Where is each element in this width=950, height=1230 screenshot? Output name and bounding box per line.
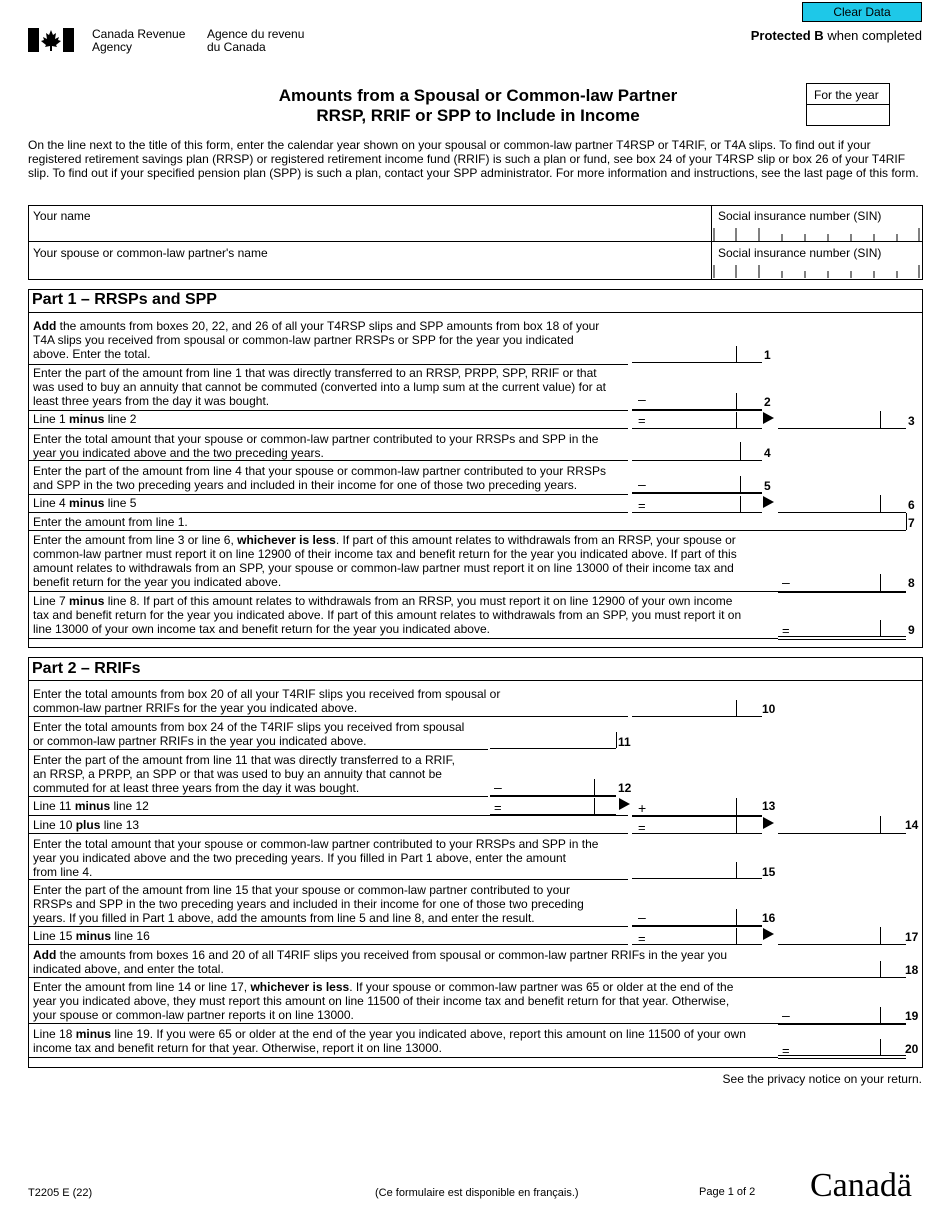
line17-subtotal-underline bbox=[632, 944, 762, 945]
line2-text bbox=[33, 366, 633, 408]
line19-input[interactable] bbox=[795, 1007, 905, 1023]
line6-text-b: line 5 bbox=[104, 496, 137, 510]
agency-fr-line2: du Canada bbox=[207, 40, 266, 54]
line17-text-b: line 16 bbox=[111, 929, 150, 943]
line13-subtotal-cents bbox=[594, 798, 595, 814]
line3-number: 3 bbox=[908, 414, 915, 428]
intro-text: On the line next to the title of this form, enter the calendar year shown on your spousal or common-law partner T4RSP or T4RIF, or T4A slips. To find out if your registered retirement savings plan (RRSP) or registered retirement income fund (RRIF) is such a plan or fund, see box 24 of your T4RSP slip or box 26 of your T4RIF slip. To find out if your specified pension plan (SPP) is such a plan, contact your SPP administrator. For more information and instructions, see the last page of this form. bbox=[28, 138, 919, 180]
form-title-line1: Amounts from a Spousal or Common-law Partner bbox=[278, 86, 678, 105]
line8-text-a1: Enter the amount from line 3 or line 6, bbox=[33, 533, 238, 547]
line11-text bbox=[33, 720, 493, 748]
line13-text-a: Line 11 bbox=[33, 799, 75, 813]
your-name-label: Your name bbox=[33, 209, 91, 223]
line2-underline bbox=[632, 409, 762, 411]
line2-minus: – bbox=[638, 391, 646, 407]
year-input[interactable] bbox=[807, 105, 887, 123]
line13-equals: = bbox=[494, 800, 502, 815]
line2-text-b: was used to buy an annuity that cannot be commuted (converted into a lump sum at the current value) for at bbox=[33, 380, 606, 394]
line6-arrow-icon bbox=[763, 496, 774, 508]
part1-title-rule bbox=[28, 312, 923, 313]
line12-minus: – bbox=[494, 779, 502, 795]
line12-text bbox=[33, 753, 493, 795]
line20-input[interactable] bbox=[795, 1039, 905, 1055]
line18-underline bbox=[778, 977, 906, 978]
line14-text-a: Line 10 bbox=[33, 818, 76, 832]
line20-text bbox=[33, 1027, 783, 1055]
line17-bold: minus bbox=[75, 929, 112, 943]
line9-rule bbox=[28, 638, 778, 639]
line11-rule bbox=[28, 749, 488, 750]
line7-cents bbox=[906, 513, 907, 530]
line13-arrow-icon bbox=[619, 798, 630, 810]
line5-rule bbox=[28, 494, 628, 495]
line9-cents bbox=[880, 620, 881, 636]
line17-underline bbox=[778, 944, 906, 945]
line14-bold: plus bbox=[75, 818, 101, 832]
line17-equals: = bbox=[638, 931, 646, 946]
line5-text bbox=[33, 464, 653, 492]
line7-underline bbox=[778, 530, 906, 531]
line14-subtotal-underline bbox=[632, 833, 762, 834]
line1-number: 1 bbox=[764, 348, 771, 362]
line20-text-a1: Line 18 bbox=[33, 1027, 76, 1041]
line7-text: Enter the amount from line 1. bbox=[33, 515, 188, 529]
line19-text-b: year you indicated above, they must report this amount on line 11500 of their income tax and benefit return for that year. Otherwise, bbox=[33, 994, 730, 1008]
line12-text-c: commuted for at least three years from the day it was bought. bbox=[33, 781, 360, 795]
line1-cents bbox=[736, 346, 737, 362]
line6-subtotal-cents bbox=[740, 496, 741, 512]
line9-text-a1: Line 7 bbox=[33, 594, 70, 608]
clear-data-button[interactable]: Clear Data bbox=[802, 2, 922, 22]
line10-text bbox=[33, 687, 633, 715]
line19-cents bbox=[880, 1007, 881, 1023]
for-the-year-label: For the year bbox=[814, 88, 879, 102]
line4-rule bbox=[28, 460, 628, 461]
line9-text-b: tax and benefit return for the year you indicated above. If part of this amount relates to withdrawals from an SPP, you must report it on bbox=[33, 608, 742, 622]
line1-input[interactable] bbox=[632, 346, 760, 362]
line16-text-b: RRSPs and SPP in the two preceding years and included in their income for one of those two preceding bbox=[33, 897, 584, 911]
spouse-name-label: Your spouse or common-law partner's name bbox=[33, 246, 268, 260]
line13-underline bbox=[632, 815, 762, 817]
line13-number: 13 bbox=[762, 799, 776, 813]
line9-text bbox=[33, 594, 783, 636]
line14-equals: = bbox=[638, 820, 646, 835]
line8-cents bbox=[880, 574, 881, 591]
line12-underline bbox=[490, 795, 616, 797]
agency-en-line2: Agency bbox=[92, 40, 133, 54]
line15-number: 15 bbox=[762, 865, 776, 879]
line9-number: 9 bbox=[908, 623, 915, 637]
line5-underline bbox=[632, 492, 762, 494]
line18-rule bbox=[28, 977, 778, 978]
line4-underline bbox=[632, 460, 762, 461]
line19-number: 19 bbox=[905, 1009, 919, 1023]
part2-title: Part 2 – RRIFs bbox=[32, 660, 141, 677]
line1-text-c: above. Enter the total. bbox=[33, 347, 151, 361]
line3-subtotal-cents bbox=[736, 412, 737, 428]
line19-bold: whichever is less bbox=[250, 980, 350, 994]
line7-input[interactable] bbox=[778, 513, 906, 529]
line7-number: 7 bbox=[908, 516, 915, 530]
line10-underline bbox=[632, 716, 762, 717]
line3-bold: minus bbox=[69, 412, 105, 426]
line1-rule bbox=[28, 364, 628, 365]
line9-text-c: line 13000 of your own income tax and benefit return for the year you indicated above. bbox=[33, 622, 490, 636]
line4-number: 4 bbox=[764, 446, 771, 460]
line1-text-a: the amounts from boxes 20, 22, and 26 of all your T4RSP slips and SPP amounts from box 18 of your bbox=[56, 319, 600, 333]
line17-text bbox=[33, 929, 150, 943]
line5-text-b: and SPP in the two preceding years and included in their income for one of those two preceding years. bbox=[33, 478, 578, 492]
line18-number: 18 bbox=[905, 963, 919, 977]
line6-input[interactable] bbox=[778, 495, 906, 511]
line11-text-a: Enter the total amounts from box 24 of the T4RIF slips you received from spousal bbox=[33, 720, 465, 734]
line5-input[interactable] bbox=[650, 476, 760, 492]
line12-rule bbox=[28, 796, 488, 797]
line8-number: 8 bbox=[908, 576, 915, 590]
your-name-input[interactable] bbox=[32, 224, 707, 240]
line20-text-b: income tax and benefit return for that year. Otherwise, report it on line 13000. bbox=[33, 1041, 442, 1055]
line18-text-a: the amounts from boxes 16 and 20 of all T4RIF slips you received from spousal or common-law partner RRIFs in the year you bbox=[56, 948, 728, 962]
line16-rule bbox=[28, 926, 628, 927]
line20-underline bbox=[778, 1055, 906, 1059]
line2-number: 2 bbox=[764, 395, 771, 409]
protected-b-bold: Protected B bbox=[750, 28, 824, 43]
line15-rule bbox=[28, 879, 628, 880]
line2-input[interactable] bbox=[650, 393, 760, 409]
line11-underline bbox=[490, 748, 616, 749]
line19-text-a2: . If your spouse or common-law partner was 65 or older at the end of the bbox=[349, 980, 734, 994]
line15-text-b: year you indicated above and the two preceding years. If you filled in Part 1 above, enter the amount bbox=[33, 851, 566, 865]
line6-number: 6 bbox=[908, 498, 915, 512]
line4-text-a: Enter the total amount that your spouse or common-law partner contributed to your RRSPs and SPP in the bbox=[33, 432, 599, 446]
privacy-notice: See the privacy notice on your return. bbox=[722, 1072, 922, 1086]
line20-bold: minus bbox=[75, 1027, 112, 1041]
line10-cents bbox=[736, 700, 737, 716]
line8-rule bbox=[28, 591, 778, 592]
line19-rule bbox=[28, 1023, 778, 1024]
line7-rule bbox=[28, 530, 778, 531]
spouse-name-input[interactable] bbox=[32, 261, 707, 277]
line19-text bbox=[33, 980, 783, 1022]
line20-equals: = bbox=[782, 1043, 790, 1058]
line15-input[interactable] bbox=[632, 862, 760, 878]
canada-wordmark: Canadä bbox=[810, 1167, 912, 1204]
line9-input[interactable] bbox=[795, 620, 905, 636]
protected-b-rest: when completed bbox=[827, 28, 922, 43]
line15-text-a: Enter the total amount that your spouse or common-law partner contributed to your RRSPs and SPP in the bbox=[33, 837, 599, 851]
line10-text-b: common-law partner RRIFs for the year you indicated above. bbox=[33, 701, 358, 715]
line12-number: 12 bbox=[618, 781, 632, 795]
line13-cents bbox=[736, 798, 737, 815]
line1-underline bbox=[632, 362, 762, 363]
line13-bold: minus bbox=[74, 799, 111, 813]
line4-cents bbox=[740, 442, 741, 460]
line14-text bbox=[33, 818, 139, 832]
line13-input[interactable] bbox=[650, 798, 760, 814]
line2-text-a: Enter the part of the amount from line 1 that was directly transferred to an RRSP, PRPP, SPP, RRIF or that bbox=[33, 366, 597, 380]
line8-bold: whichever is less bbox=[237, 533, 336, 547]
line15-text-c: from line 4. bbox=[33, 865, 93, 879]
line14-underline bbox=[778, 833, 906, 834]
line20-number: 20 bbox=[905, 1042, 919, 1056]
your-sin-input[interactable] bbox=[712, 226, 920, 242]
line5-cents bbox=[740, 476, 741, 492]
line3-cents bbox=[880, 411, 881, 428]
line19-minus: – bbox=[782, 1007, 790, 1023]
line3-rule bbox=[28, 428, 628, 429]
line20-text-a2: line 19. If you were 65 or older at the end of the year you indicated above, report this amount on line 11500 of your own bbox=[111, 1027, 746, 1041]
line14-number: 14 bbox=[905, 818, 919, 832]
line14-cents bbox=[880, 816, 881, 833]
line12-text-a: Enter the part of the amount from line 11 that was directly transferred to a RRIF, bbox=[33, 753, 455, 767]
line6-bold: minus bbox=[69, 496, 105, 510]
spouse-sin-label: Social insurance number (SIN) bbox=[718, 246, 882, 260]
line6-text bbox=[33, 496, 136, 510]
line6-text-a: Line 4 bbox=[33, 496, 70, 510]
agency-en-line1: Canada Revenue bbox=[92, 27, 186, 41]
line12-input[interactable] bbox=[507, 779, 615, 795]
line11-number: 11 bbox=[618, 735, 631, 749]
line10-rule bbox=[28, 716, 628, 717]
line19-text-a1: Enter the amount from line 14 or line 17, bbox=[33, 980, 251, 994]
line5-minus: – bbox=[638, 476, 646, 492]
line20-cents bbox=[880, 1039, 881, 1055]
line6-equals: = bbox=[638, 498, 646, 513]
line8-input[interactable] bbox=[795, 574, 905, 590]
spouse-sin-input[interactable] bbox=[712, 263, 920, 279]
line10-text-a: Enter the total amounts from box 20 of all your T4RIF slips you received from spousal or bbox=[33, 687, 501, 701]
line8-text-a2: . If part of this amount relates to withdrawals from an RRSP, your spouse or bbox=[335, 533, 736, 547]
page-number: Page 1 of 2 bbox=[699, 1186, 756, 1198]
line8-text-d: benefit return for the year you indicated above. bbox=[33, 575, 282, 589]
line17-cents bbox=[880, 927, 881, 944]
line3-subtotal-underline bbox=[632, 428, 762, 429]
line1-bold: Add bbox=[33, 319, 57, 333]
line8-text-c: amount relates to withdrawals from an SPP, your spouse or common-law partner must report it on line 13000 of their income tax and bbox=[33, 561, 734, 575]
french-availability: (Ce formulaire est disponible en français.) bbox=[375, 1187, 579, 1199]
line8-underline bbox=[778, 591, 906, 593]
line14-rule bbox=[28, 833, 628, 834]
line4-text bbox=[33, 432, 633, 460]
line17-number: 17 bbox=[905, 930, 919, 944]
line9-text-a2: line 8. If part of this amount relates to withdrawals from an RRSP, you must report it on line 12900 of your own income bbox=[104, 594, 733, 608]
line3-text-b: line 2 bbox=[104, 412, 137, 426]
line10-number: 10 bbox=[762, 702, 776, 716]
line8-minus: – bbox=[782, 574, 790, 590]
agency-fr-line1: Agence du revenu bbox=[207, 27, 305, 41]
line16-underline bbox=[632, 925, 762, 927]
line16-text-c: years. If you filled in Part 1 above, add the amounts from line 5 and line 8, and enter the result. bbox=[33, 911, 535, 925]
line10-input[interactable] bbox=[632, 700, 760, 716]
line6-subtotal-underline bbox=[632, 512, 762, 513]
line16-minus: – bbox=[638, 909, 646, 925]
line14-text-b: line 13 bbox=[100, 818, 140, 832]
line17-input[interactable] bbox=[778, 927, 906, 943]
line8-text-b: common-law partner must report it on line 12900 of their income tax and benefit return for the year you indicated above. If part of this bbox=[33, 547, 737, 561]
line6-cents bbox=[880, 495, 881, 512]
line16-cents bbox=[736, 909, 737, 925]
protected-b-label bbox=[751, 28, 922, 43]
line11-input[interactable] bbox=[490, 732, 614, 748]
your-sin-label: Social insurance number (SIN) bbox=[718, 209, 882, 223]
line18-cents bbox=[880, 961, 881, 977]
line16-number: 16 bbox=[762, 911, 776, 925]
line5-text-a: Enter the part of the amount from line 4 that your spouse or common-law partner contributed to your RRSPs bbox=[33, 464, 606, 478]
line12-text-b: an RRSP, a PRPP, an SPP or that was used to buy an annuity that cannot be bbox=[33, 767, 442, 781]
line19-underline bbox=[778, 1023, 906, 1025]
line12-cents bbox=[594, 779, 595, 795]
line16-text-a: Enter the part of the amount from line 15 that your spouse or common-law partner contributed to your bbox=[33, 883, 570, 897]
line18-bold: Add bbox=[33, 948, 57, 962]
line11-text-b: or common-law partner RRIFs in the year you indicated above. bbox=[33, 734, 367, 748]
line3-arrow-icon bbox=[763, 412, 774, 424]
line3-text-a: Line 1 bbox=[33, 412, 70, 426]
line17-arrow-icon bbox=[763, 928, 774, 940]
line14-input[interactable] bbox=[778, 816, 906, 832]
line3-input[interactable] bbox=[778, 411, 906, 427]
line13-text bbox=[33, 799, 149, 813]
line2-cents bbox=[736, 393, 737, 409]
line16-input[interactable] bbox=[650, 909, 760, 925]
line1-text bbox=[33, 319, 633, 361]
line16-text bbox=[33, 883, 633, 925]
line20-rule bbox=[28, 1057, 778, 1058]
line15-underline bbox=[632, 878, 762, 879]
line5-number: 5 bbox=[764, 479, 771, 493]
line8-text bbox=[33, 533, 783, 589]
line19-text-c: your spouse or common-law partner reports it on line 13000. bbox=[33, 1008, 354, 1022]
line9-underline bbox=[778, 636, 906, 640]
line17-subtotal-cents bbox=[736, 928, 737, 944]
part2-title-rule bbox=[28, 680, 923, 681]
canada-flag-icon bbox=[28, 28, 74, 52]
line13-text-b: line 12 bbox=[110, 799, 149, 813]
line2-rule bbox=[28, 410, 628, 411]
line17-text-a: Line 15 bbox=[33, 929, 76, 943]
part1-title: Part 1 – RRSPs and SPP bbox=[32, 291, 217, 308]
line3-text bbox=[33, 412, 136, 426]
line1-text-b: T4A slips you received from spousal or common-law partner RRSPs or SPP for the year you indicated bbox=[33, 333, 574, 347]
line2-text-c: least three years from the day it was bought. bbox=[33, 394, 270, 408]
line3-underline bbox=[778, 428, 906, 429]
form-id: T2205 E (22) bbox=[28, 1187, 93, 1199]
line17-rule bbox=[28, 944, 628, 945]
line6-rule bbox=[28, 512, 628, 513]
line18-text-b: indicated above, and enter the total. bbox=[33, 962, 224, 976]
line11-cents bbox=[616, 732, 617, 748]
line9-equals: = bbox=[782, 623, 790, 638]
line9-bold: minus bbox=[69, 594, 105, 608]
line18-text bbox=[33, 948, 783, 976]
line15-text bbox=[33, 837, 633, 879]
line4-text-b: year you indicated above and the two preceding years. bbox=[33, 446, 324, 460]
form-title-line2: RRSP, RRIF or SPP to Include in Income bbox=[316, 106, 640, 125]
line13-rule bbox=[28, 815, 628, 816]
line14-subtotal-cents bbox=[736, 817, 737, 833]
line14-arrow-icon bbox=[763, 817, 774, 829]
line3-equals: = bbox=[638, 413, 646, 428]
line13-plus: + bbox=[638, 800, 647, 816]
line15-cents bbox=[736, 862, 737, 878]
line18-input[interactable] bbox=[778, 961, 906, 977]
